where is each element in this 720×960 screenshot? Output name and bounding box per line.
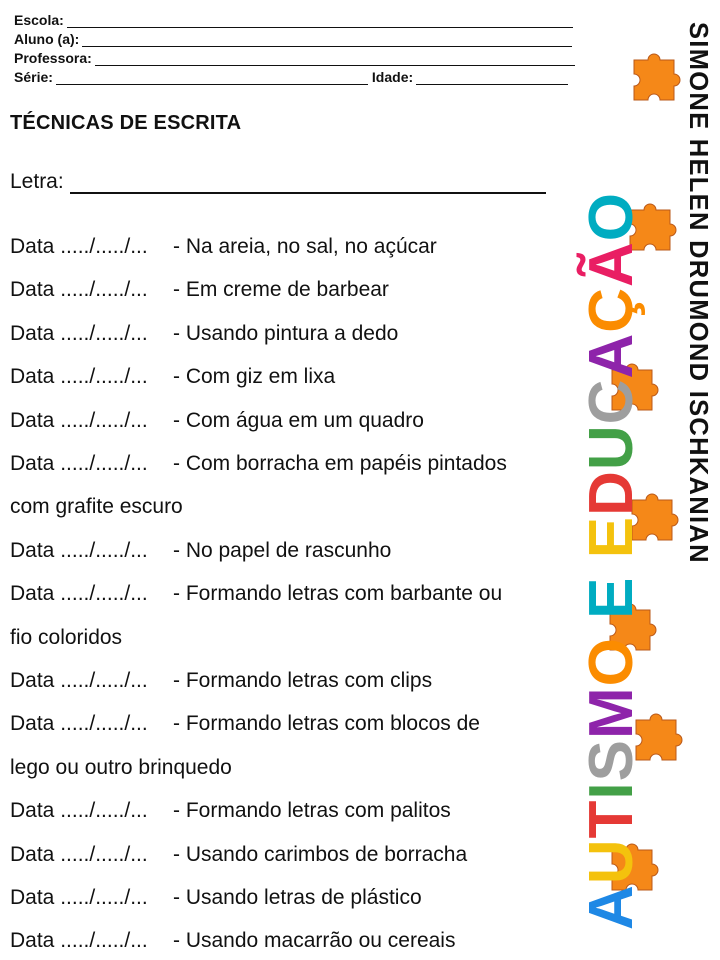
page-title: TÉCNICAS DE ESCRITA <box>10 112 242 134</box>
escola-label: Escola: <box>14 12 64 28</box>
activity-row <box>10 322 398 346</box>
date-blank[interactable]: Data ...../...../... <box>10 886 148 909</box>
professora-field <box>14 48 575 66</box>
professora-label: Professora: <box>14 50 92 66</box>
banner-logo-text: AUTISMO E EDUCAÇÃO <box>577 191 646 930</box>
date-blank[interactable]: Data ...../...../... <box>10 321 148 345</box>
activity-text: - Com borracha em papéis pintados <box>173 452 507 475</box>
activity-text: - No papel de rascunho <box>173 538 392 562</box>
activity-text: - Usando macarrão ou cereais <box>173 929 456 953</box>
date-blank[interactable]: Data ...../...../... <box>10 799 148 823</box>
autismo-educacao-banner <box>572 0 720 960</box>
puzzle-piece-icon <box>634 54 680 100</box>
serie-line[interactable] <box>56 71 368 85</box>
activity-row <box>10 712 480 736</box>
date-blank[interactable]: Data ...../...../... <box>10 582 148 606</box>
date-blank[interactable]: Data ...../...../... <box>10 452 148 475</box>
date-blank[interactable]: Data ...../...../... <box>10 669 148 692</box>
activity-text: - Com água em um quadro <box>173 408 424 432</box>
activity-text: - Formando letras com palitos <box>173 799 451 823</box>
activity-continuation: com grafite escuro <box>10 495 183 519</box>
serie-idade-field <box>14 67 568 85</box>
activity-row <box>10 235 437 259</box>
activity-row <box>10 843 467 867</box>
idade-line[interactable] <box>416 71 568 85</box>
letra-line[interactable] <box>70 170 546 194</box>
activity-row <box>10 539 391 563</box>
activity-text: - Com giz em lixa <box>173 365 336 389</box>
activity-row <box>10 799 451 823</box>
activity-text: - Formando letras com clips <box>173 669 433 692</box>
activity-text: - Formando letras com barbante ou <box>173 582 503 606</box>
activity-text: - Usando letras de plástico <box>173 886 422 909</box>
banner-author: SIMONE HELEN DRUMOND ISCHKANIAN <box>684 22 712 564</box>
escola-field <box>14 10 573 28</box>
activity-row <box>10 365 335 389</box>
activity-row <box>10 886 422 910</box>
aluno-line[interactable] <box>82 33 572 47</box>
date-blank[interactable]: Data ...../...../... <box>10 538 148 562</box>
activity-row <box>10 409 424 433</box>
date-blank[interactable]: Data ...../...../... <box>10 278 148 302</box>
activity-row <box>10 452 507 476</box>
date-blank[interactable]: Data ...../...../... <box>10 365 148 389</box>
letra-field <box>10 170 546 194</box>
date-blank[interactable]: Data ...../...../... <box>10 235 148 258</box>
aluno-field <box>14 29 572 47</box>
serie-label: Série: <box>14 69 53 85</box>
letra-label: Letra: <box>10 170 64 193</box>
activity-continuation: lego ou outro brinquedo <box>10 755 232 779</box>
activity-row <box>10 582 502 606</box>
date-blank[interactable]: Data ...../...../... <box>10 712 148 736</box>
professora-line[interactable] <box>95 52 575 66</box>
activity-text: - Em creme de barbear <box>173 278 389 302</box>
activity-row <box>10 278 389 302</box>
escola-line[interactable] <box>67 14 573 28</box>
date-blank[interactable]: Data ...../...../... <box>10 842 148 866</box>
activity-text: - Usando carimbos de borracha <box>173 842 468 866</box>
activity-row <box>10 669 432 693</box>
activity-text: - Na areia, no sal, no açúcar <box>173 235 437 258</box>
idade-label: Idade: <box>371 69 414 85</box>
activity-text: - Usando pintura a dedo <box>173 321 399 345</box>
date-blank[interactable]: Data ...../...../... <box>10 929 148 953</box>
activity-text: - Formando letras com blocos de <box>173 712 480 736</box>
activity-row <box>10 929 455 953</box>
activity-continuation: fio coloridos <box>10 625 123 649</box>
date-blank[interactable]: Data ...../...../... <box>10 408 148 432</box>
aluno-label: Aluno (a): <box>14 31 80 47</box>
